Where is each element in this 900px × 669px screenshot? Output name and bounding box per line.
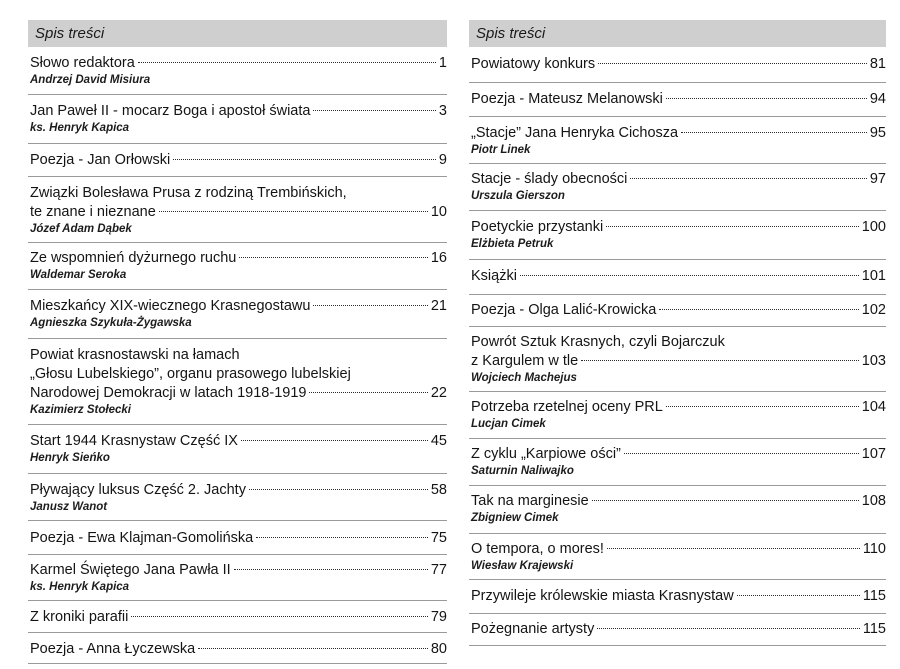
toc-entry-line: [30, 54, 447, 73]
toc-entry-title: Tak na marginesie: [471, 493, 589, 509]
toc-entry[interactable]: [469, 392, 886, 439]
toc-entry-line: [471, 492, 886, 511]
dot-leader: [581, 360, 859, 361]
toc-entry-title: Pływający luksus Część 2. Jachty: [30, 482, 246, 498]
toc-entry-title: te znane i nieznane: [30, 204, 156, 220]
toc-entry-title: „Stacje” Jana Henryka Cichosza: [471, 125, 679, 141]
toc-entry[interactable]: [28, 521, 447, 555]
dot-leader: [666, 98, 867, 99]
toc-entry[interactable]: [28, 633, 447, 664]
toc-entries: [469, 47, 886, 646]
dot-leader: [737, 595, 860, 596]
dot-leader: [159, 211, 428, 212]
dot-leader: [234, 569, 428, 570]
toc-entry-line: [471, 540, 886, 559]
toc-entry-author: Zbigniew Cimek: [471, 512, 559, 524]
toc-entry-page-number: 21: [430, 298, 447, 314]
dot-leader: [239, 257, 428, 258]
dot-leader: [249, 489, 428, 490]
toc-entry-line: [30, 608, 447, 627]
dot-leader: [309, 392, 427, 393]
toc-entry-title: Stacje - ślady obecności: [471, 171, 628, 187]
toc-entry[interactable]: [469, 486, 886, 534]
toc-entry[interactable]: [28, 425, 447, 474]
toc-entry-title: Z kroniki parafii: [30, 609, 129, 625]
toc-entry[interactable]: [469, 580, 886, 614]
toc-entry-title: Przywileje królewskie miasta Krasnystaw: [471, 588, 734, 604]
dot-leader: [313, 110, 435, 111]
toc-column-right: [469, 20, 886, 646]
toc-entry-title: Narodowej Demokracji w latach 1918-1919: [30, 385, 307, 401]
toc-entry-line: [471, 170, 886, 189]
dot-leader: [597, 628, 860, 629]
toc-entry-page-number: 16: [430, 250, 447, 266]
toc-entry-page-number: 107: [861, 446, 886, 462]
toc-entry-title: Z cyklu „Karpiowe ości”: [471, 446, 621, 462]
toc-entry-title-line: Powiat krasnostawski na łamach: [30, 347, 240, 363]
toc-entry-author: Wojciech Machejus: [471, 372, 577, 384]
toc-entry-page-number: 104: [861, 399, 886, 415]
toc-entry-line: [30, 249, 447, 268]
toc-entry-page-number: 1: [438, 55, 447, 71]
dot-leader: [607, 548, 860, 549]
toc-entry-page-number: 103: [861, 353, 886, 369]
toc-entry-author: Lucjan Cimek: [471, 418, 546, 430]
toc-entry-author: ks. Henryk Kapica: [30, 581, 130, 593]
toc-entry-page-number: 101: [861, 268, 886, 284]
dot-leader: [659, 309, 858, 310]
toc-header: Spis treści: [469, 20, 886, 47]
toc-entry-page-number: 58: [430, 482, 447, 498]
toc-entry-author: Urszula Gierszon: [471, 190, 565, 202]
toc-entry-line: [30, 432, 447, 451]
toc-entry-page-number: 81: [869, 56, 886, 72]
dot-leader: [241, 440, 428, 441]
toc-entry-title: Ze wspomnień dyżurnego ruchu: [30, 250, 237, 266]
toc-entry-title: Poetyckie przystanki: [471, 219, 604, 235]
toc-entry-line: [471, 620, 886, 639]
toc-entry-page-number: 115: [862, 621, 886, 637]
toc-entry-line: [30, 203, 447, 222]
toc-entry-line: [30, 151, 447, 170]
toc-entry-line: [30, 529, 447, 548]
toc-entry-line: [30, 384, 447, 403]
toc-entry[interactable]: [469, 211, 886, 260]
toc-entry-line: [471, 352, 886, 371]
toc-entry-line: [471, 267, 886, 286]
toc-entry-title: Poezja - Ewa Klajman-Gomolińska: [30, 530, 254, 546]
dot-leader: [592, 500, 859, 501]
toc-entry[interactable]: [28, 601, 447, 633]
toc-entry-title: Książki: [471, 268, 517, 284]
toc-entry-line: [471, 445, 886, 464]
toc-entry[interactable]: [28, 339, 447, 425]
toc-entry-title: Pożegnanie artysty: [471, 621, 595, 637]
toc-entry-author: Józef Adam Dąbek: [30, 223, 132, 235]
toc-entry-title: Poezja - Jan Orłowski: [30, 152, 171, 168]
dot-leader: [598, 63, 867, 64]
toc-entry-line: [30, 297, 447, 316]
toc-entry[interactable]: [469, 164, 886, 211]
toc-entry[interactable]: [469, 83, 886, 117]
toc-entry-author: Agnieszka Szykuła-Żygawska: [30, 317, 192, 329]
toc-entry-page-number: 10: [430, 204, 447, 220]
toc-entry-line: [471, 587, 886, 606]
toc-entry[interactable]: [28, 555, 447, 601]
toc-entry[interactable]: [28, 243, 447, 290]
toc-entry-author: Kazimierz Stołecki: [30, 404, 131, 416]
toc-entry-title: Jan Paweł II - mocarz Boga i apostoł świata: [30, 103, 311, 119]
dot-leader: [624, 453, 859, 454]
toc-entry-line: [471, 398, 886, 417]
toc-entry-title: Start 1944 Krasnystaw Część IX: [30, 433, 238, 449]
toc-entry-page-number: 45: [430, 433, 447, 449]
toc-entry-title-line: „Głosu Lubelskiego”, organu prasowego lubelskiej: [30, 366, 351, 382]
toc-column-left: [28, 20, 447, 664]
toc-entry[interactable]: [28, 290, 447, 339]
dot-leader: [606, 226, 859, 227]
toc-entry-title: z Kargulem w tle: [471, 353, 579, 369]
toc-entry-author: Waldemar Seroka: [30, 269, 127, 281]
toc-entry[interactable]: [469, 327, 886, 392]
toc-entry-line: [471, 55, 886, 74]
toc-entry[interactable]: [28, 95, 447, 144]
toc-entry-page-number: 110: [862, 541, 886, 557]
toc-entry-page-number: 108: [861, 493, 886, 509]
dot-leader: [681, 132, 867, 133]
dot-leader: [131, 616, 428, 617]
toc-entry-page-number: 9: [438, 152, 447, 168]
toc-entry-line: [30, 561, 447, 580]
toc-entry-title: Słowo redaktora: [30, 55, 135, 71]
toc-entry-title-line: Powrót Sztuk Krasnych, czyli Bojarczuk: [471, 334, 725, 350]
toc-entry-author: Henryk Sieńko: [30, 452, 110, 464]
dot-leader: [173, 159, 436, 160]
toc-entry[interactable]: [469, 260, 886, 295]
toc-entry[interactable]: [469, 117, 886, 164]
toc-entry-page-number: 95: [869, 125, 886, 141]
toc-entry-line: [30, 102, 447, 121]
toc-entry-author: Wiesław Krajewski: [471, 560, 574, 572]
toc-entry-page-number: 75: [430, 530, 447, 546]
toc-entry[interactable]: [469, 534, 886, 580]
toc-entry-author: Saturnin Naliwajko: [471, 465, 574, 477]
dot-leader: [520, 275, 859, 276]
toc-entries: [28, 47, 447, 664]
dot-leader: [256, 537, 428, 538]
toc-entry-page-number: 22: [430, 385, 447, 401]
toc-header: Spis treści: [28, 20, 447, 47]
toc-entry[interactable]: [469, 295, 886, 327]
toc-entry-title: Karmel Świętego Jana Pawła II: [30, 562, 231, 578]
dot-leader: [666, 406, 859, 407]
toc-entry-author: Piotr Linek: [471, 144, 531, 156]
toc-entry-title: Poezja - Anna Łyczewska: [30, 641, 196, 657]
toc-entry-page-number: 77: [430, 562, 447, 578]
toc-entry-title: Poezja - Olga Lalić-Krowicka: [471, 302, 657, 318]
toc-entry-line: [471, 124, 886, 143]
toc-entry-title: Mieszkańcy XIX-wiecznego Krasnegostawu: [30, 298, 311, 314]
dot-leader: [630, 178, 867, 179]
toc-entry-author: Elżbieta Petruk: [471, 238, 554, 250]
toc-entry-author: ks. Henryk Kapica: [30, 122, 130, 134]
toc-entry[interactable]: [28, 47, 447, 95]
toc-entry-page-number: 102: [861, 302, 886, 318]
toc-entry[interactable]: [469, 614, 886, 646]
toc-entry-page-number: 80: [430, 641, 447, 657]
toc-entry[interactable]: [469, 439, 886, 486]
toc-entry-title: Poezja - Mateusz Melanowski: [471, 91, 663, 107]
toc-entry-title: Powiatowy konkurs: [471, 56, 596, 72]
toc-entry[interactable]: [28, 474, 447, 521]
toc-entry-title: Potrzeba rzetelnej oceny PRL: [471, 399, 663, 415]
toc-entry-page-number: 97: [869, 171, 886, 187]
toc-entry-title: O tempora, o mores!: [471, 541, 604, 557]
toc-entry-page-number: 100: [861, 219, 886, 235]
toc-entry-author: Janusz Wanot: [30, 501, 108, 513]
toc-entry-line: [471, 90, 886, 109]
toc-entry[interactable]: [28, 144, 447, 177]
toc-entry-page-number: 3: [438, 103, 447, 119]
dot-leader: [198, 648, 428, 649]
toc-entry-line: [30, 481, 447, 500]
toc-entry[interactable]: [469, 47, 886, 83]
toc-entry-line: [30, 640, 447, 659]
toc-entry-line: [471, 301, 886, 320]
toc-entry-title-line: Związki Bolesława Prusa z rodziną Trembińskich,: [30, 185, 347, 201]
toc-entry[interactable]: [28, 177, 447, 243]
dot-leader: [138, 62, 436, 63]
toc-entry-line: [471, 218, 886, 237]
toc-entry-page-number: 115: [862, 588, 886, 604]
toc-entry-page-number: 94: [869, 91, 886, 107]
toc-entry-author: Andrzej David Misiura: [30, 74, 151, 86]
dot-leader: [313, 305, 427, 306]
toc-entry-page-number: 79: [430, 609, 447, 625]
